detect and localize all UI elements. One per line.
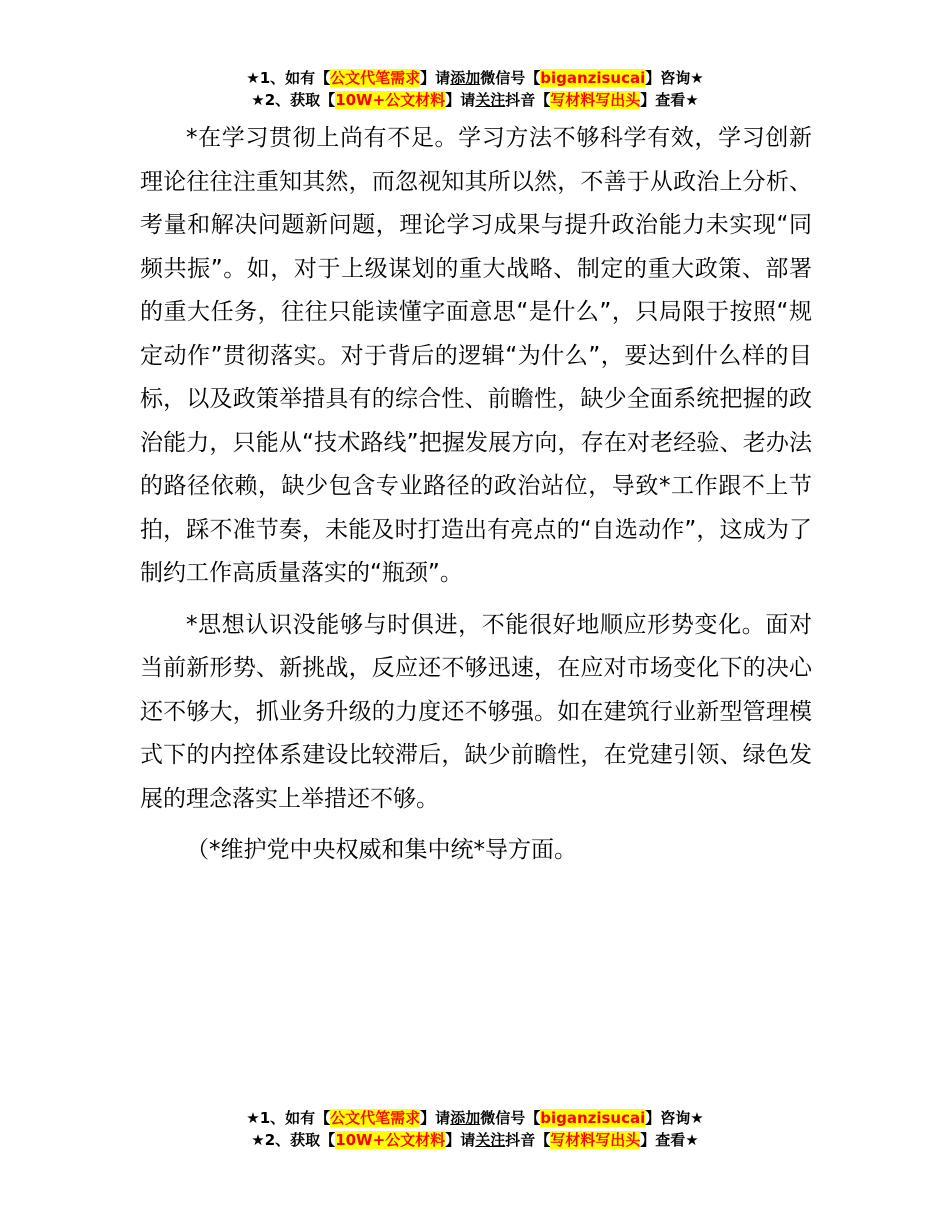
header-banner <box>0 67 950 111</box>
banner-line-2 <box>0 1129 950 1151</box>
document-body <box>140 117 812 881</box>
paragraph: *在学习贯彻上尚有不足。学习方法不够科学有效，学习创新理论往往注重知其然，而忽视知其所以然，不善于从政治上分析、考量和解决问题新问题，理论学习成果与提升政治能力未实现“同频共振”。如，对于上级谋划的重大战略、制定的重大政策、部署的重大任务，往往只能读懂字面意思“是什么”，只局限于按照“规定动作”贯彻落实。对于背后的逻辑“为什么”，要达到什么样的目标，以及政策举措具有的综合性、前瞻性，缺少全面系统把握的政治能力，只能从“技术路线”把握发展方向，存在对老经验、老办法的路径依赖，缺少包含专业路径的政治站位，导致*工作跟不上节拍，踩不准节奏，未能及时打造出有亮点的“自选动作”，这成为了制约工作高质量落实的“瓶颈”。 <box>140 125 812 586</box>
banner-highlight: 公文代笔需求 <box>330 69 421 87</box>
banner-text: 】请 <box>445 1131 476 1149</box>
paragraph: （*维护党中央权威和集中统*导方面。 <box>186 837 577 863</box>
banner-line-2 <box>0 89 950 111</box>
banner-text: 】请 <box>420 1109 451 1127</box>
banner-text: 抖音【 <box>505 91 551 109</box>
banner-text: 】请 <box>420 69 451 87</box>
banner-emphasis: 添加 <box>450 1109 481 1127</box>
banner-text: 】咨询★ <box>645 69 704 87</box>
banner-text: 微信号【 <box>480 69 541 87</box>
banner-text: ★2、获取【 <box>251 91 336 109</box>
banner-text: 抖音【 <box>505 1131 551 1149</box>
banner-emphasis: 关注 <box>475 1131 506 1149</box>
banner-emphasis: 添加 <box>450 69 481 87</box>
paragraph: *思想认识没能够与时俱进，不能很好地顺应形势变化。面对当前新形势、新挑战，反应还不够迅速，在应对市场变化下的决心还不够大，抓业务升级的力度还不够强。如在建筑行业新型管理模式下的内控体系建设比较滞后，缺少前瞻性，在党建引领、绿色发展的理念落实上举措还不够。 <box>140 611 812 812</box>
banner-text: 】请 <box>445 91 476 109</box>
banner-text: ★1、如有【 <box>246 1109 331 1127</box>
banner-highlight: 10W+公文材料 <box>335 91 446 109</box>
banner-highlight: 公文代笔需求 <box>330 1109 421 1127</box>
banner-text: ★2、获取【 <box>251 1131 336 1149</box>
banner-text: ★1、如有【 <box>246 69 331 87</box>
banner-line-1 <box>0 1107 950 1129</box>
banner-highlight: 10W+公文材料 <box>335 1131 446 1149</box>
banner-emphasis: 关注 <box>475 91 506 109</box>
banner-text: 】查看★ <box>640 91 699 109</box>
banner-text: 】查看★ <box>640 1131 699 1149</box>
banner-text: 微信号【 <box>480 1109 541 1127</box>
banner-line-1 <box>0 67 950 89</box>
footer-banner <box>0 1107 950 1151</box>
banner-highlight: biganzisucai <box>540 1109 646 1127</box>
banner-highlight: 写材料写出头 <box>550 91 641 109</box>
banner-highlight: 写材料写出头 <box>550 1131 641 1149</box>
banner-text: 】咨询★ <box>645 1109 704 1127</box>
banner-highlight: biganzisucai <box>540 69 646 87</box>
